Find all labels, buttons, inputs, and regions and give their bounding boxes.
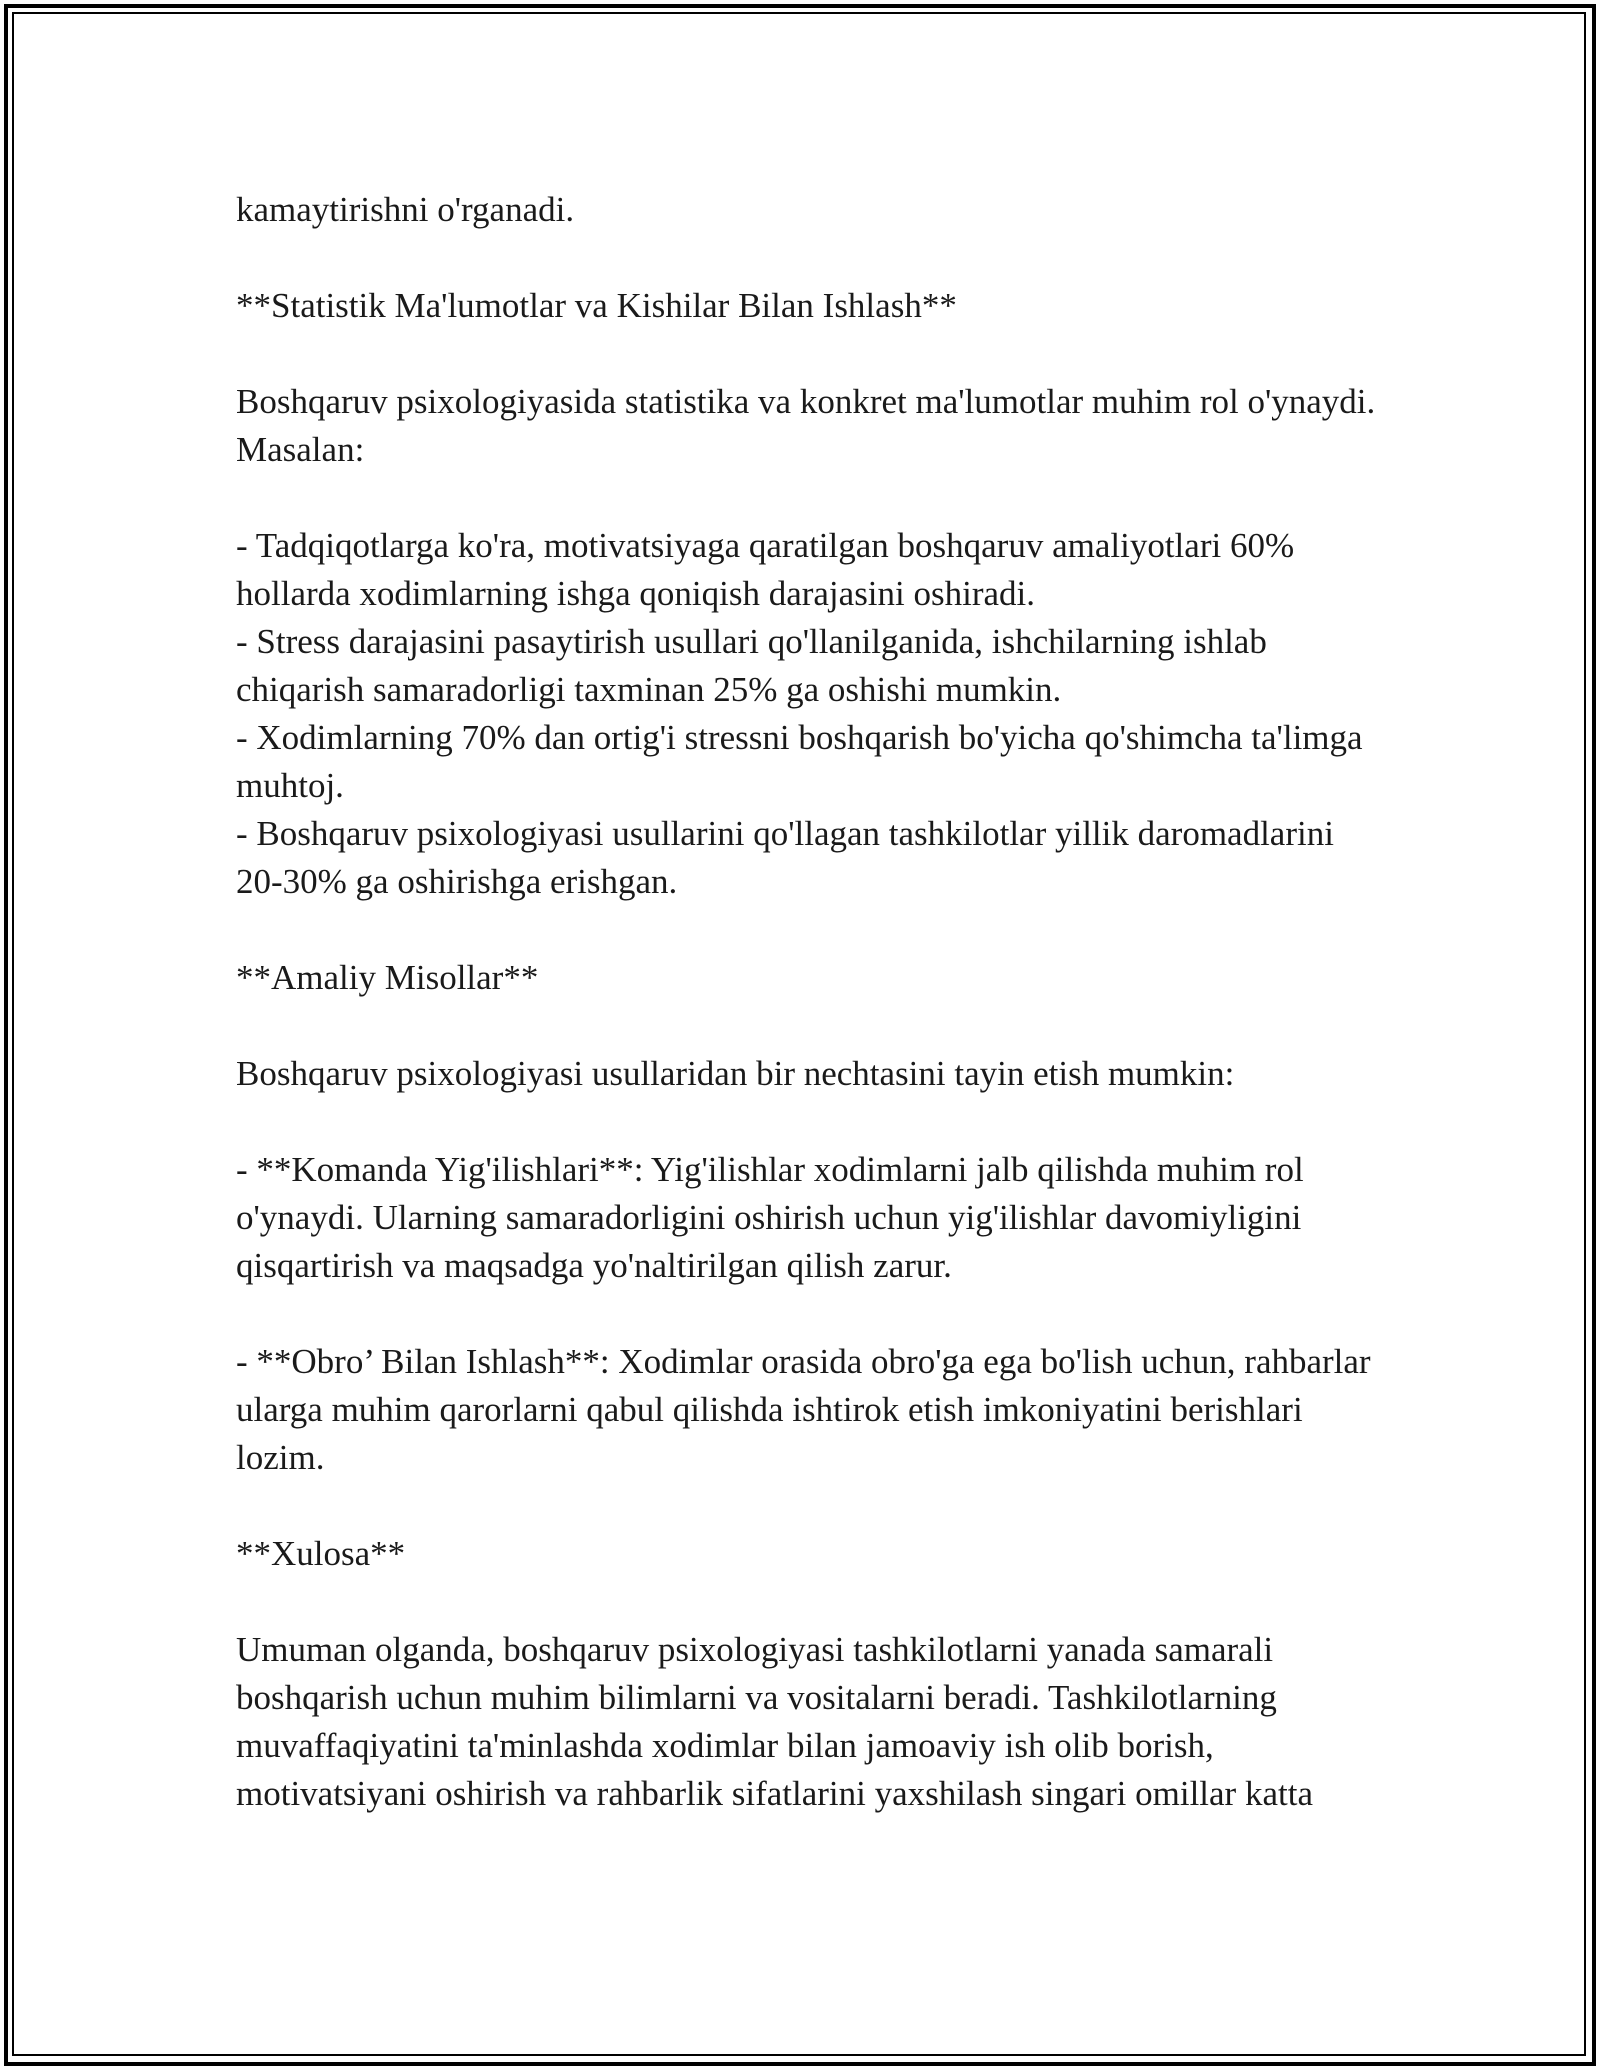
list-item: - Tadqiqotlarga ko'ra, motivatsiyaga qaratilgan boshqaruv amaliyotlari 60% hollarda xodimlarning ishga qoniqish darajasini oshiradi. xyxy=(236,526,1295,613)
statistics-intro-paragraph: Boshqaruv psixologiyasida statistika va konkret ma'lumotlar muhim rol o'ynaydi. Masalan: xyxy=(236,382,1376,469)
continuation-paragraph: kamaytirishni o'rganadi. xyxy=(236,190,575,229)
list-item: - Boshqaruv psixologiyasi usullarini qo'llagan tashkilotlar yillik daromadlarini 20-30% ga oshirishga erishgan. xyxy=(236,814,1334,901)
examples-intro-paragraph: Boshqaruv psixologiyasi usullaridan bir nechtasini tayin etish mumkin: xyxy=(236,1054,1235,1093)
example-item-meetings: - **Komanda Yig'ilishlari**: Yig'ilishlar xodimlarni jalb qilishda muhim rol o'ynaydi. Ularning samaradorligini oshirish uchun yig'ilishlar davomiyligini qisqartirish va maqsadga yo'naltirilgan qilish zarur. xyxy=(236,1150,1304,1285)
list-item: - Stress darajasini pasaytirish usullari qo'llanilganida, ishchilarning ishlab chiqarish samaradorligi taxminan 25% ga oshishi mumkin. xyxy=(236,622,1267,709)
section-heading-examples: **Amaliy Misollar** xyxy=(236,958,539,997)
section-heading-statistics: **Statistik Ma'lumotlar va Kishilar Bilan Ishlash** xyxy=(236,286,957,325)
list-item: - Xodimlarning 70% dan ortig'i stressni boshqarish bo'yicha qo'shimcha ta'limga muhtoj. xyxy=(236,718,1363,805)
example-item-reputation: - **Obro’ Bilan Ishlash**: Xodimlar orasida obro'ga ega bo'lish uchun, rahbarlar ularga muhim qarorlarni qabul qilishda ishtirok etish imkoniyatini berishlari lozim. xyxy=(236,1342,1371,1477)
document-body xyxy=(236,186,1376,1866)
section-heading-conclusion: **Xulosa** xyxy=(236,1534,406,1573)
conclusion-paragraph: Umuman olganda, boshqaruv psixologiyasi tashkilotlarni yanada samarali boshqarish uchun muhim bilimlarni va vositalarni beradi. Tashkilotlarning muvaffaqiyatini ta'minlashda xodimlar bilan jamoaviy ish olib borish, motivatsiyani oshirish va rahbarlik sifatlarini yaxshilash singari omillar katta xyxy=(236,1630,1313,1813)
